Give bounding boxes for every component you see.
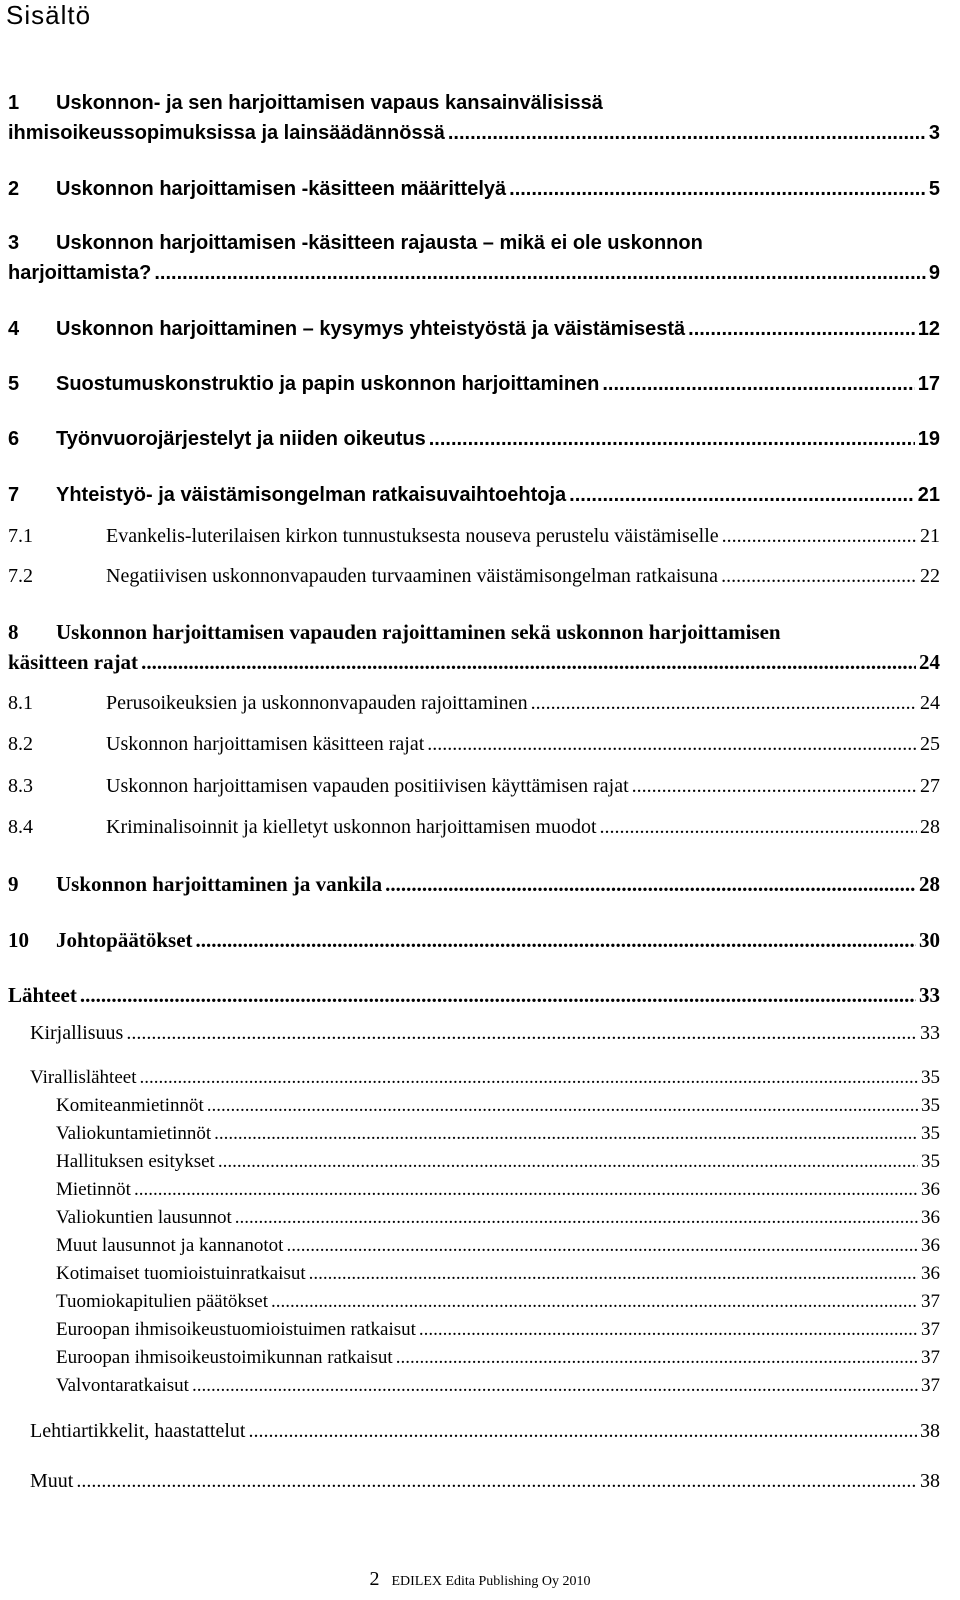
- toc-entry-number: 8.4: [8, 816, 33, 838]
- toc-entry-title-line1: Uskonnon- ja sen harjoittamisen vapaus kansainvälisissä: [56, 92, 603, 114]
- toc-entry-title: Johtopäätökset: [56, 928, 193, 952]
- toc-entry-title: Kriminalisoinnit ja kielletyt uskonnon harjoittamisen muodot: [106, 816, 597, 838]
- dot-leader: [427, 733, 917, 756]
- toc-entry-title: Euroopan ihmisoikeustoimikunnan ratkaisut: [56, 1347, 393, 1368]
- toc-entry-page: 37: [921, 1347, 940, 1368]
- toc-entry-page: 22: [920, 565, 940, 587]
- dot-leader: [134, 1179, 918, 1201]
- dot-leader: [286, 1235, 918, 1257]
- toc-entry-page: 38: [920, 1420, 940, 1442]
- page-footer: [0, 1568, 960, 1591]
- toc-entry-title: Valiokuntien lausunnot: [56, 1207, 232, 1228]
- toc-entry-title-line1: Uskonnon harjoittamisen -käsitteen rajausta – mikä ei ole uskonnon: [56, 232, 703, 254]
- toc-entry-title: Kotimaiset tuomioistuinratkaisut: [56, 1263, 306, 1284]
- toc-entry-title: Kirjallisuus: [30, 1022, 124, 1044]
- toc-entry-title: Lähteet: [8, 983, 77, 1007]
- toc-entry-title: Uskonnon harjoittamisen -käsitteen määrittelyä: [56, 178, 507, 200]
- toc-entry-page: 37: [921, 1319, 940, 1340]
- dot-leader: [196, 928, 916, 953]
- dot-leader: [600, 816, 918, 839]
- toc-entry-title-line1: Uskonnon harjoittamisen vapauden rajoittaminen sekä uskonnon harjoittamisen: [56, 620, 781, 644]
- dot-leader: [721, 565, 917, 588]
- toc-entry-page: 36: [921, 1235, 940, 1256]
- toc-entry-title: harjoittamista?: [8, 262, 152, 284]
- toc-entry-title: Uskonnon harjoittaminen – kysymys yhteistyöstä ja väistämisestä: [56, 318, 686, 340]
- toc-entry-page: 24: [920, 692, 940, 714]
- toc-entry-title: Negatiivisen uskonnonvapauden turvaaminen väistämisongelman ratkaisuna: [106, 565, 719, 587]
- toc-entry-title: Komiteanmietinnöt: [56, 1095, 204, 1116]
- toc-entry-title: Valiokuntamietinnöt: [56, 1123, 212, 1144]
- toc-entry-page: 9: [928, 262, 940, 284]
- toc-entry-number: 7.1: [8, 525, 33, 547]
- toc-entry-number: 2: [8, 178, 20, 200]
- toc-entry-page: 35: [921, 1095, 940, 1116]
- toc-entry-number: 7.2: [8, 565, 33, 587]
- toc-entry-number: 10: [8, 928, 29, 952]
- dot-leader: [271, 1291, 918, 1313]
- toc-entry-title: Mietinnöt: [56, 1179, 131, 1200]
- dot-leader: [141, 650, 916, 675]
- toc-entry-page: 36: [921, 1179, 940, 1200]
- toc-entry-page: 33: [920, 1022, 940, 1044]
- toc-entry-page: 36: [921, 1263, 940, 1284]
- toc-entry-title: Uskonnon harjoittaminen ja vankila: [56, 872, 383, 896]
- toc-entry-title: Virallislähteet: [30, 1067, 137, 1088]
- dot-leader: [429, 428, 915, 451]
- toc-entry-page: 21: [917, 484, 940, 506]
- toc-entry-page: 35: [921, 1123, 940, 1144]
- dot-leader: [688, 318, 915, 341]
- toc-entry-page: 36: [921, 1207, 940, 1228]
- toc-entry-page: 12: [917, 318, 940, 340]
- toc-entry-page: 3: [928, 122, 940, 144]
- dot-leader: [419, 1319, 918, 1341]
- toc-entry-number: 8.3: [8, 775, 33, 797]
- toc-entry-number: 4: [8, 318, 20, 340]
- dot-leader: [569, 484, 915, 507]
- toc-entry-title: Muut lausunnot ja kannanotot: [56, 1235, 284, 1256]
- toc-entry-page: 28: [920, 816, 940, 838]
- dot-leader: [509, 178, 926, 201]
- dot-leader: [396, 1347, 918, 1369]
- dot-leader: [248, 1420, 917, 1443]
- toc-entry-title: Evankelis-luterilaisen kirkon tunnustuksesta nouseva perustelu väistämiselle: [106, 525, 719, 547]
- dot-leader: [76, 1470, 917, 1493]
- toc-entry-page: 24: [919, 650, 940, 674]
- footer-page-number: 2: [369, 1568, 380, 1590]
- toc-entry-title: Valvontaratkaisut: [56, 1375, 189, 1396]
- toc-entry-number: 8.1: [8, 692, 33, 714]
- dot-leader: [385, 872, 916, 897]
- toc-entry-title: Yhteistyö- ja väistämisongelman ratkaisuvaihtoehtoja: [56, 484, 567, 506]
- toc-entry-number: 1: [8, 92, 20, 114]
- footer-publisher: EDILEX Edita Publishing Oy 2010: [391, 1574, 591, 1589]
- toc-entry-page: 19: [917, 428, 940, 450]
- toc-entry-title: Muut: [30, 1470, 74, 1492]
- toc-entry-page: 38: [920, 1470, 940, 1492]
- toc-entry-title: ihmisoikeussopimuksissa ja lainsäädännössä: [8, 122, 445, 144]
- dot-leader: [126, 1022, 917, 1045]
- toc-entry-title: Suostumuskonstruktio ja papin uskonnon harjoittaminen: [56, 373, 600, 395]
- dot-leader: [235, 1207, 918, 1229]
- dot-leader: [154, 262, 926, 285]
- toc-entry-page: 33: [919, 983, 940, 1007]
- toc-entry-page: 5: [928, 178, 940, 200]
- dot-leader: [531, 692, 917, 715]
- page-title: Sisältö: [6, 0, 92, 30]
- dot-leader: [602, 373, 914, 396]
- toc-entry-title: Uskonnon harjoittamisen käsitteen rajat: [106, 733, 425, 755]
- dot-leader: [448, 122, 926, 145]
- toc-entry-number: 8: [8, 620, 19, 644]
- toc-entry-page: 17: [917, 373, 940, 395]
- dot-leader: [140, 1067, 919, 1089]
- toc-entry-number: 5: [8, 373, 20, 395]
- toc-entry-number: 6: [8, 428, 20, 450]
- toc-entry-title: Euroopan ihmisoikeustuomioistuimen ratkaisut: [56, 1319, 416, 1340]
- dot-leader: [309, 1263, 918, 1285]
- toc-entry-page: 35: [921, 1151, 940, 1172]
- dot-leader: [218, 1151, 918, 1173]
- toc-entry-title: käsitteen rajat: [8, 650, 139, 674]
- dot-leader: [722, 525, 917, 548]
- dot-leader: [80, 983, 916, 1008]
- dot-leader: [632, 775, 917, 798]
- toc-entry-page: 30: [919, 928, 940, 952]
- toc-entry-page: 28: [919, 872, 940, 896]
- toc-entry-title: Perusoikeuksien ja uskonnonvapauden rajoittaminen: [106, 692, 528, 714]
- toc-entry-number: 7: [8, 484, 20, 506]
- dot-leader: [192, 1375, 918, 1397]
- toc-entry-title: Tuomiokapitulien päätökset: [56, 1291, 268, 1312]
- toc-entry-title: Lehtiartikkelit, haastattelut: [30, 1420, 246, 1442]
- toc-entry-page: 25: [920, 733, 940, 755]
- toc-entry-number: 9: [8, 872, 19, 896]
- toc-entry-page: 37: [921, 1375, 940, 1396]
- toc-entry-page: 35: [921, 1067, 940, 1088]
- toc-entry-number: 8.2: [8, 733, 33, 755]
- toc-entry-page: 37: [921, 1291, 940, 1312]
- dot-leader: [214, 1123, 918, 1145]
- toc-entry-title: Työnvuorojärjestelyt ja niiden oikeutus: [56, 428, 426, 450]
- toc-entry-page: 21: [920, 525, 940, 547]
- toc-entry-page: 27: [920, 775, 940, 797]
- toc-entry-title: Uskonnon harjoittamisen vapauden positiivisen käyttämisen rajat: [106, 775, 629, 797]
- toc-entry-number: 3: [8, 232, 20, 254]
- dot-leader: [207, 1095, 918, 1117]
- toc-entry-title: Hallituksen esitykset: [56, 1151, 215, 1172]
